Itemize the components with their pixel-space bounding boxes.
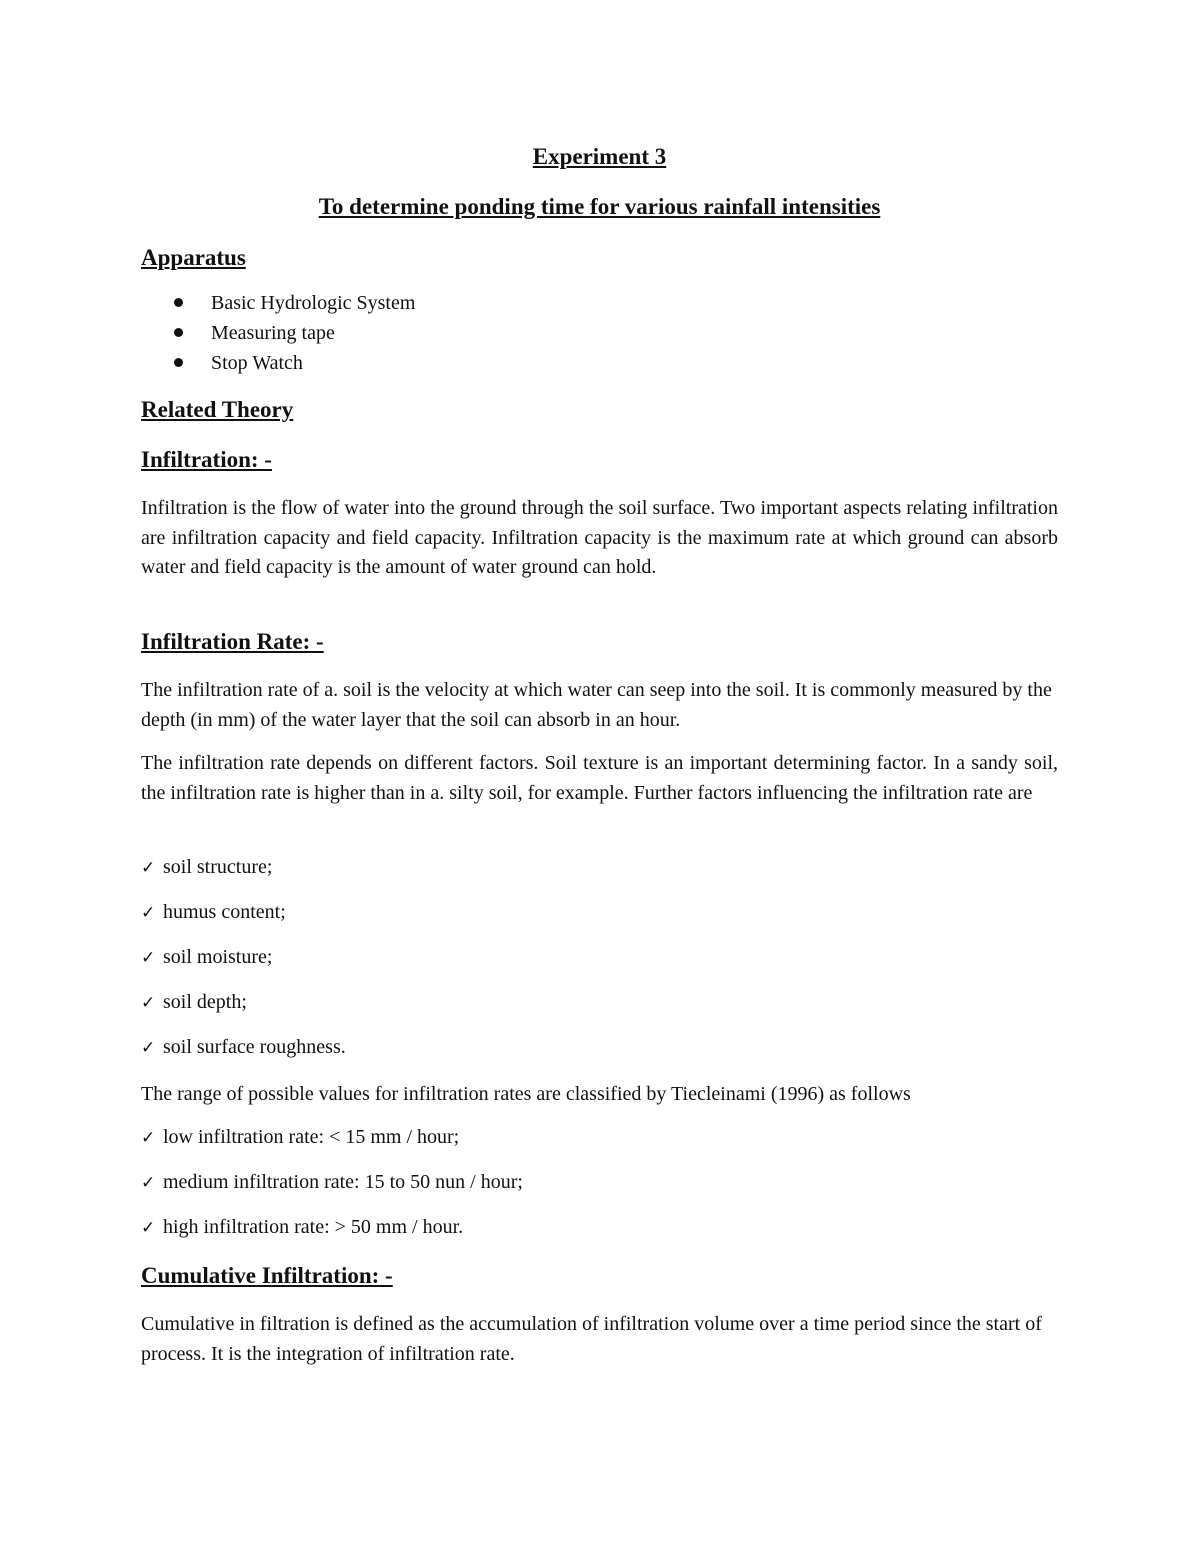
cumulative-infiltration-paragraph: Cumulative in filtration is defined as the accumulation of infiltration volume over a time period since the start of process. It is the integration of infiltration rate. xyxy=(141,1313,1042,1365)
infiltration-heading: Infiltration: - xyxy=(141,447,272,472)
checkmark-icon: ✓ xyxy=(141,903,156,923)
checkmark-icon: ✓ xyxy=(141,1128,156,1148)
related-theory-heading: Related Theory xyxy=(141,397,294,422)
factor-item: ✓ soil structure; xyxy=(141,856,273,878)
infiltration-rate-paragraph-1: The infiltration rate of a. soil is the velocity at which water can seep into the soil. It is commonly measured by the depth (in mm) of the water layer that the soil can absorb in an hour. xyxy=(141,679,1052,731)
factor-item: ✓ soil moisture; xyxy=(141,946,273,968)
checkmark-icon: ✓ xyxy=(141,948,156,968)
checkmark-icon: ✓ xyxy=(141,1173,156,1193)
document-subtitle: To determine ponding time for various rainfall intensities xyxy=(318,194,881,219)
factor-item: ✓ soil surface roughness. xyxy=(141,1036,346,1058)
cumulative-infiltration-heading: Cumulative Infiltration: - xyxy=(141,1263,393,1288)
apparatus-item: Stop Watch xyxy=(174,352,303,375)
range-item: ✓ high infiltration rate: > 50 mm / hour. xyxy=(141,1216,464,1238)
factor-item: ✓ soil depth; xyxy=(141,991,247,1013)
apparatus-heading: Apparatus xyxy=(141,245,246,270)
checkmark-icon: ✓ xyxy=(141,858,156,878)
range-item: ✓ medium infiltration rate: 15 to 50 nun / hour; xyxy=(141,1171,523,1193)
checkmark-icon: ✓ xyxy=(141,1218,156,1238)
apparatus-item: Measuring tape xyxy=(174,322,335,345)
range-item: ✓ low infiltration rate: < 15 mm / hour; xyxy=(141,1126,460,1148)
document-title: Experiment 3 xyxy=(532,144,667,169)
infiltration-paragraph: Infiltration is the flow of water into the ground through the soil surface. Two important aspects relating infiltration are infiltration capacity and field capacity. Infiltration capacity is the maximum rate at which ground can absorb water and field capacity is the amount of water ground can hold. xyxy=(141,497,1058,578)
bullet-icon xyxy=(174,358,183,367)
factor-item: ✓ humus content; xyxy=(141,901,286,923)
infiltration-rate-heading: Infiltration Rate: - xyxy=(141,629,324,654)
apparatus-item: Basic Hydrologic System xyxy=(174,292,415,315)
range-intro: The range of possible values for infiltration rates are classified by Tiecleinami (1996) as follows xyxy=(141,1083,911,1105)
bullet-icon xyxy=(174,298,183,307)
infiltration-rate-paragraph-2: The infiltration rate depends on different factors. Soil texture is an important determining factor. In a sandy soil, the infiltration rate is higher than in a. silty soil, for example. Further factors influencing the infiltration rate are xyxy=(141,752,1058,804)
checkmark-icon: ✓ xyxy=(141,993,156,1013)
bullet-icon xyxy=(174,328,183,337)
checkmark-icon: ✓ xyxy=(141,1038,156,1058)
